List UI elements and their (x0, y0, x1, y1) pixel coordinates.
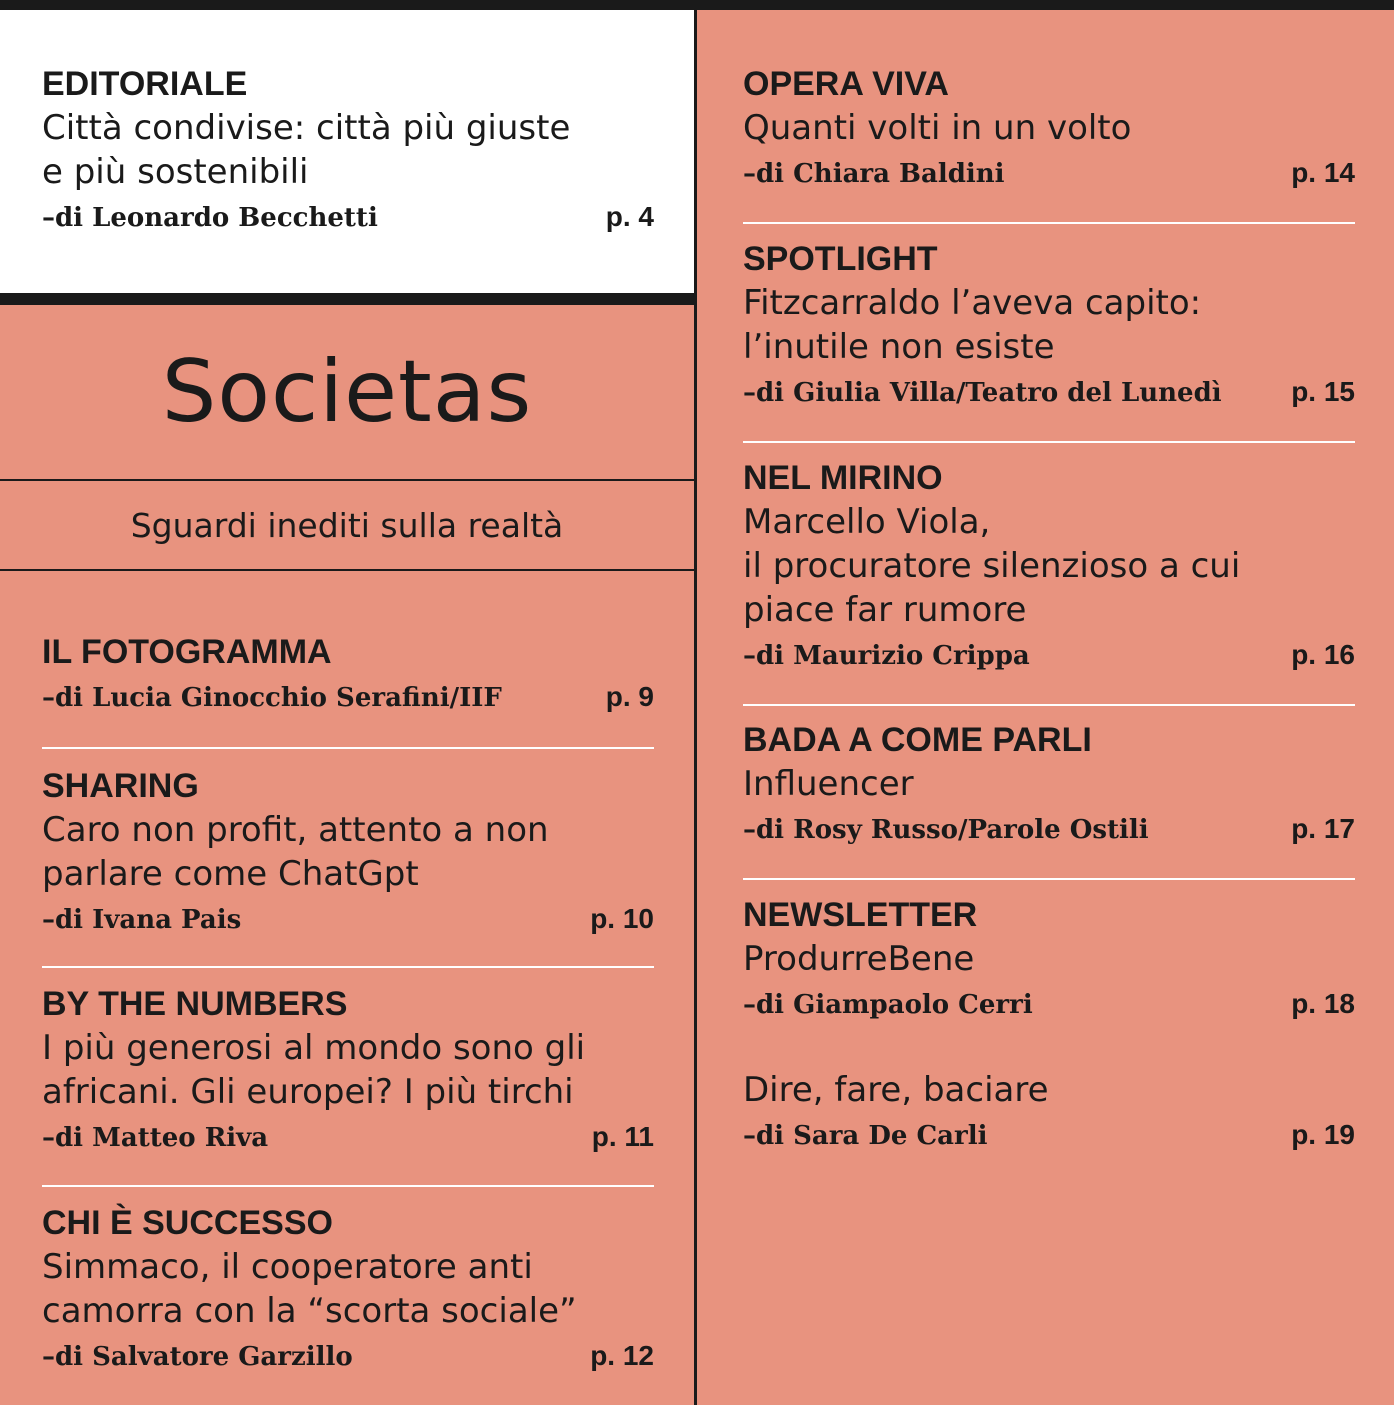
entry-divider (42, 966, 654, 968)
article-title-line: camorra con la “scorta sociale” (42, 1291, 577, 1331)
entry-divider (743, 878, 1355, 880)
section-label: OPERA VIVA (743, 65, 949, 103)
author-name: –di Matteo Riva (42, 1123, 269, 1153)
divider (0, 569, 694, 571)
toc-entry[interactable] (743, 893, 1355, 1024)
author-name: –di Ivana Pais (42, 905, 242, 935)
section-label: EDITORIALE (42, 65, 248, 103)
article-title-line: Caro non profit, attento a non (42, 810, 549, 850)
page-number: p. 15 (1291, 376, 1355, 407)
section-label: SPOTLIGHT (743, 240, 938, 278)
page-number: p. 19 (1291, 1119, 1355, 1150)
author-name: –di Chiara Baldini (743, 159, 1005, 189)
author-name: –di Giulia Villa/Teatro del Lunedì (743, 378, 1222, 408)
entry-divider (42, 747, 654, 749)
right-column (697, 10, 1394, 1405)
page-number: p. 9 (605, 681, 654, 712)
byline (42, 198, 654, 237)
toc-entry[interactable] (743, 62, 1355, 193)
page-number: p. 16 (1291, 639, 1355, 670)
article-title-line: Città condivise: città più giuste (42, 108, 571, 148)
article-title-line: Marcello Viola, (743, 502, 991, 542)
toc-entry[interactable] (743, 1068, 1355, 1155)
tagline-box (0, 481, 694, 569)
author-name: –di Giampaolo Cerri (743, 990, 1033, 1020)
brand-header (0, 305, 694, 479)
article-title-line: piace far rumore (743, 590, 1027, 630)
section-label: CHI È SUCCESSO (42, 1204, 333, 1242)
entry-divider (743, 441, 1355, 443)
page-number: p. 17 (1291, 813, 1355, 844)
article-title-line: africani. Gli europei? I più tirchi (42, 1072, 574, 1112)
byline (743, 373, 1355, 412)
section-label: NEWSLETTER (743, 896, 978, 934)
article-title-line: ProdurreBene (743, 939, 975, 979)
entry-divider (743, 704, 1355, 706)
byline (743, 154, 1355, 193)
article-title-line: I più generosi al mondo sono gli (42, 1028, 586, 1068)
article-title-line: il procuratore silenzioso a cui (743, 546, 1241, 586)
article-title-line: e più sostenibili (42, 152, 309, 192)
section-label: BADA A COME PARLI (743, 721, 1092, 759)
section-label: NEL MIRINO (743, 459, 943, 497)
article-title-line: Simmaco, il cooperatore anti (42, 1247, 533, 1287)
byline (42, 1118, 654, 1157)
page-number: p. 12 (590, 1340, 654, 1371)
brand-logo-text: Societas (161, 342, 533, 442)
page-number: p. 18 (1291, 988, 1355, 1019)
page-number: p. 10 (590, 903, 654, 934)
byline (42, 678, 654, 717)
page-number: p. 11 (591, 1121, 654, 1152)
author-name: –di Maurizio Crippa (743, 641, 1030, 671)
section-label: IL FOTOGRAMMA (42, 633, 332, 671)
author-name: –di Rosy Russo/Parole Ostili (743, 815, 1149, 845)
toc-entry[interactable] (743, 718, 1355, 849)
section-divider (0, 293, 694, 305)
toc-entry[interactable] (42, 1201, 654, 1376)
article-title-line: l’inutile non esiste (743, 327, 1055, 367)
article-title-line: Dire, fare, baciare (743, 1070, 1049, 1110)
toc-entry[interactable] (743, 456, 1355, 675)
author-name: –di Lucia Ginocchio Serafini/IIF (42, 683, 502, 713)
entry-divider (42, 1185, 654, 1187)
byline (743, 636, 1355, 675)
byline (743, 985, 1355, 1024)
editorial-box (0, 10, 694, 293)
byline (42, 900, 654, 939)
left-column (0, 10, 694, 1405)
page-number: p. 14 (1291, 157, 1355, 188)
article-title-line: Influencer (743, 764, 914, 804)
top-border (0, 0, 1394, 10)
toc-entry[interactable] (42, 982, 654, 1157)
section-label: BY THE NUMBERS (42, 985, 348, 1023)
article-title-line: Fitzcarraldo l’aveva capito: (743, 283, 1202, 323)
tagline: Sguardi inediti sulla realtà (130, 505, 564, 545)
author-name: –di Leonardo Becchetti (42, 203, 378, 233)
article-title-line: Quanti volti in un volto (743, 108, 1132, 148)
editorial-entry[interactable] (42, 62, 654, 237)
author-name: –di Salvatore Garzillo (42, 1342, 353, 1372)
toc-entry[interactable] (42, 630, 654, 717)
byline (743, 810, 1355, 849)
page-number: p. 4 (605, 201, 654, 232)
entry-divider (743, 222, 1355, 224)
byline (42, 1337, 654, 1376)
section-label: SHARING (42, 767, 199, 805)
article-title-line: parlare come ChatGpt (42, 854, 419, 894)
byline (743, 1116, 1355, 1155)
toc-entry[interactable] (42, 764, 654, 939)
author-name: –di Sara De Carli (743, 1121, 988, 1151)
toc-entry[interactable] (743, 237, 1355, 412)
